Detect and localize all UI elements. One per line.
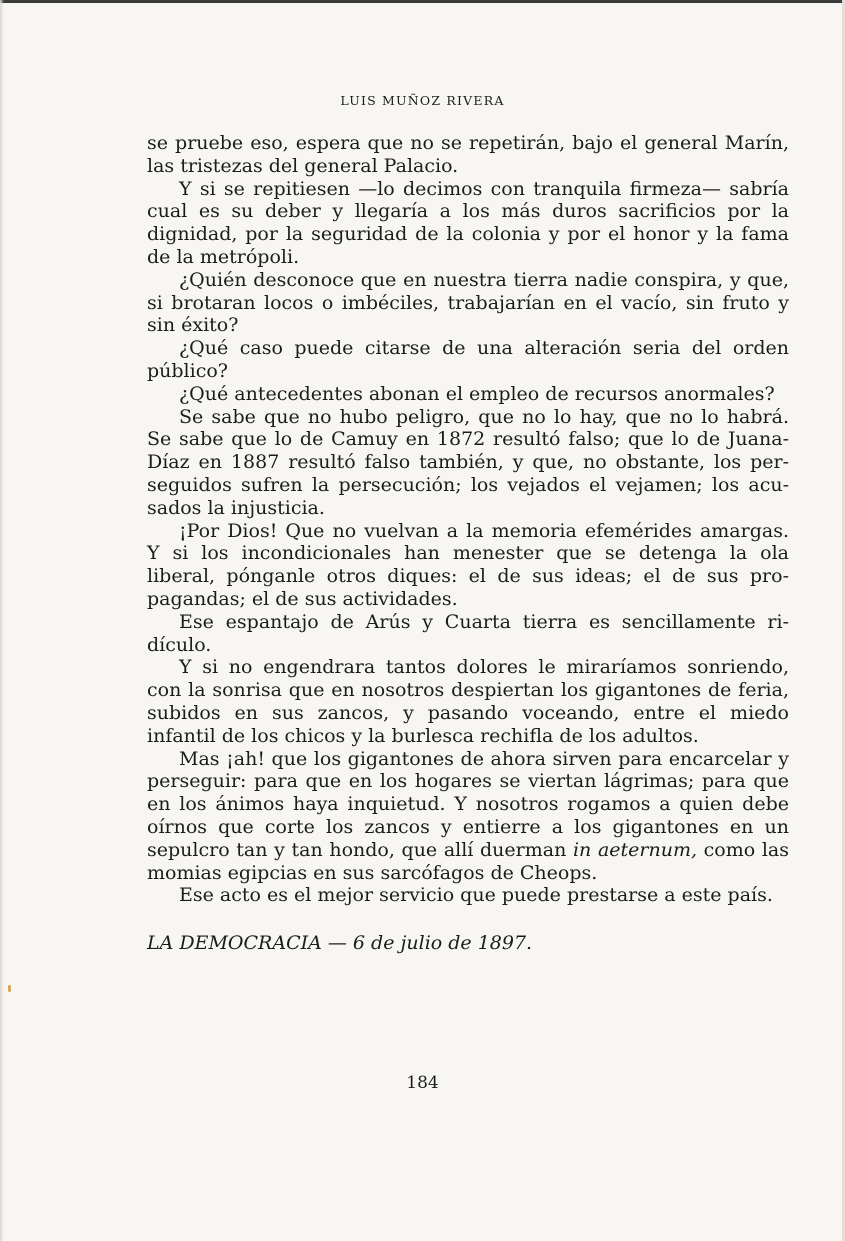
paragraph-9: Y si no engendrara tantos dolores le miraríamos sonriendo, con la sonrisa que en nosotros despiertan los gigantones de feria, subidos en sus zancos, y pasando voceando, entre el miedo infantil de los chicos y la burlesca rechifla de los adultos.: [147, 656, 789, 747]
text-column: [147, 132, 789, 907]
paragraph-7: ¡Por Dios! Que no vuelvan a la memoria efemérides amargas. Y si los incondicionales han menester que se detenga la ola liberal, pónganle otros diques: el de sus ideas; el de sus propagandas; el de sus actividades.: [147, 519, 789, 610]
paragraph-10: [147, 748, 789, 885]
paragraph-10-text: Mas ¡ah! que los gigantones de ahora sirven para encarcelar y perseguir: para que en los hogares se viertan lágrimas; para que en los ánimos haya inquietud. Y nosotros rogamos a quien debe oírnos que corte los zancos y entierre a los gigantones en un sepulcro tan y tan hondo, que allí duerman: [147, 747, 789, 861]
paper-speck: [8, 985, 11, 992]
paragraph-8: Ese espantajo de Arús y Cuarta tierra es sencillamente ridículo.: [147, 610, 789, 656]
latin-phrase: in aeternum,: [572, 838, 698, 861]
page-number: 184: [406, 1073, 439, 1093]
paragraph-2: Y si se repitiesen —lo decimos con tranquila firmeza— sabría cual es su deber y llegaría a los más duros sacrificios por la dignidad, por la seguridad de la colonia y por el honor y la fama de la metrópoli.: [147, 177, 789, 268]
paragraph-5: ¿Qué antecedentes abonan el empleo de recursos anormales?: [179, 382, 775, 405]
paragraph-10-text-end: como las momias egipcias en sus sarcófagos de Cheops.: [147, 838, 789, 884]
page-top-edge: [0, 0, 845, 3]
paragraph-4: ¿Qué caso puede citarse de una alteración seria del orden público?: [147, 337, 789, 382]
paragraph-6: Se sabe que no hubo peligro, que no lo hay, que no lo habrá. Se sabe que lo de Camuy en 1872 resultó falso; que lo de JuanaDíaz en 1887 resultó falso también, y que, no obstante, los perseguidos sufren la persecución; los vejados el vejamen; los acusados la injusticia.: [147, 405, 789, 519]
page-left-edge: [0, 0, 4, 1241]
paragraph-11: Ese acto es el mejor servicio que puede prestarse a este país.: [179, 884, 773, 907]
running-header: LUIS MUÑOZ RIVERA: [340, 93, 505, 108]
source-signature: LA DEMOCRACIA — 6 de julio de 1897.: [147, 932, 533, 954]
paragraph-1: se pruebe eso, espera que no se repetirán, bajo el general Marín, las tristezas del general Palacio.: [147, 132, 789, 177]
paragraph-3: ¿Quién desconoce que en nuestra tierra nadie conspira, y que, si brotaran locos o imbéciles, trabajarían en el vacío, sin fruto y sin éxito?: [147, 268, 789, 337]
